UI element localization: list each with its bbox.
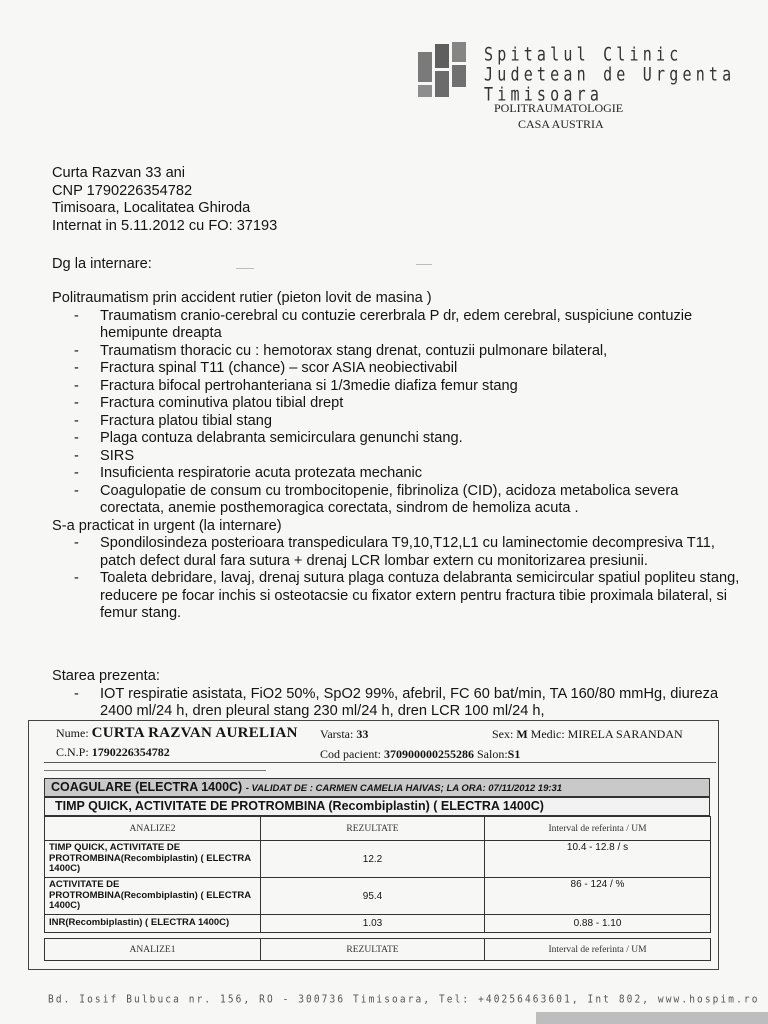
lab-reference-range: 86 - 124 / % <box>485 878 711 915</box>
lab-cnp-value: 1790226354782 <box>91 745 170 759</box>
lab-section-header <box>44 778 710 797</box>
lab-column-header: ANALIZE2 <box>45 817 261 841</box>
patient-address: Timisoara, Localitatea Ghiroda <box>52 200 251 216</box>
diagnosis-item: - Coagulopatie de consum cu trombocitopenie, fibrinoliza (CID), acidoza metabolica severa corectata, anemie posthemoragica corectata, sindrom de hemoliza acuta . <box>52 483 742 518</box>
lab-cnp-label: C.N.P: <box>56 745 89 759</box>
diagnosis-heading: Dg la internare: <box>52 256 152 272</box>
lab-medic-label: Medic: <box>530 727 565 741</box>
lab-age-label: Varsta: <box>320 727 354 741</box>
diagnosis-item: - Fractura platou tibial stang <box>52 413 742 431</box>
diagnosis-item: - Traumatism thoracic cu : hemotorax stang drenat, contuzii pulmonare bilateral, <box>52 343 742 361</box>
lab-validation-note: - VALIDAT DE : CARMEN CAMELIA HAIVAS; LA ORA: 07/11/2012 19:31 <box>245 783 563 794</box>
current-state-section <box>52 668 742 721</box>
procedure-item: - Toaleta debridare, lavaj, drenaj sutura plaga contuza delabranta semicircular spatiul popliteu stang, reducere pe focar inchis si osteotacsie cu fixator extern pentru fractura tibie proximala bilateral, si femur stang. <box>52 570 742 623</box>
lab-result-value: 1.03 <box>261 915 485 933</box>
lab-name-value: CURTA RAZVAN AURELIAN <box>91 725 298 741</box>
patient-block <box>52 165 742 235</box>
lab-name-label: Nume: <box>56 726 89 740</box>
scan-artifact <box>236 268 254 269</box>
scan-artifact <box>416 264 432 265</box>
lab-next-header-row <box>45 939 711 961</box>
hospital-name-line-2: Judetean de Urgenta <box>484 62 736 86</box>
diagnosis-item: - SIRS <box>52 448 742 466</box>
diagnosis-list <box>52 308 742 518</box>
lab-result-row <box>45 841 711 878</box>
diagnosis-intro: Politraumatism prin accident rutier (pieton lovit de masina ) <box>52 290 432 306</box>
diagnosis-item: - Fractura bifocal pertrohanteriana si 1/3medie diafiza femur stang <box>52 378 742 396</box>
current-state-heading: Starea prezenta: <box>52 668 160 684</box>
hospital-name-line-1: Spitalul Clinic <box>484 42 683 66</box>
lab-patient-header <box>44 722 716 763</box>
lab-analysis-name: TIMP QUICK, ACTIVITATE DE PROTROMBINA(Recombiplastin) ( ELECTRA 1400C) <box>45 841 261 878</box>
procedures-heading: S-a practicat in urgent (la internare) <box>52 517 282 534</box>
lab-column-header: REZULTATE <box>261 939 485 961</box>
diagnosis-item: - Fractura spinal T11 (chance) – scor ASIA neobiectivabil <box>52 360 742 378</box>
procedures-list <box>52 535 742 623</box>
lab-column-header: REZULTATE <box>261 817 485 841</box>
admission-info: Internat in 5.11.2012 cu FO: 37193 <box>52 217 278 234</box>
current-state-list <box>52 686 742 721</box>
footer-address: Bd. Iosif Bulbuca nr. 156, RO - 300736 Timisoara, Tel: +40256463601, Int 802, www.hospim.ro <box>48 993 760 1006</box>
patient-name-age: Curta Razvan 33 ani <box>52 165 186 181</box>
lab-table-header-row <box>45 817 711 841</box>
department-unit: CASA AUSTRIA <box>518 117 604 131</box>
lab-column-header: ANALIZE1 <box>45 939 261 961</box>
lab-subsection-title: TIMP QUICK, ACTIVITATE DE PROTROMBINA (Recombiplastin) ( ELECTRA 1400C) <box>44 797 710 816</box>
lab-section-title: COAGULARE (ELECTRA 1400C) <box>51 780 243 794</box>
scan-artifact <box>536 1012 768 1024</box>
diagnosis-item: - Fractura cominutiva platou tibial drept <box>52 395 742 413</box>
patient-cnp: CNP 1790226354782 <box>52 182 193 199</box>
lab-analysis-name: INR(Recombiplastin) ( ELECTRA 1400C) <box>45 915 261 933</box>
lab-results-table <box>44 816 711 933</box>
lab-result-value: 12.2 <box>261 841 485 878</box>
lab-reference-range: 0.88 - 1.10 <box>485 915 711 933</box>
lab-code-value: 370900000255286 <box>383 747 474 761</box>
lab-column-header: Interval de referinta / UM <box>485 939 711 961</box>
lab-analysis-name: ACTIVITATE DE PROTROMBINA(Recombiplastin) ( ELECTRA 1400C) <box>45 878 261 915</box>
diagnosis-item: - Insuficienta respiratorie acuta protezata mechanic <box>52 465 742 483</box>
diagnosis-item: - Plaga contuza delabranta semicirculara genunchi stang. <box>52 430 742 448</box>
lab-result-value: 95.4 <box>261 878 485 915</box>
lab-column-header: Interval de referinta / UM <box>485 817 711 841</box>
lab-tab-divider <box>44 770 266 773</box>
department-name: POLITRAUMATOLOGIE <box>494 101 624 115</box>
diagnosis-section <box>52 290 742 623</box>
lab-code-label: Cod pacient: <box>320 747 381 761</box>
procedure-item: - Spondilosindeza posterioara transpediculara T9,10,T12,L1 cu laminectomie decompresiva T11, patch defect dural fara sutura + drenaj LCR lombar extern cu monitorizarea presiunii. <box>52 535 742 570</box>
lab-result-row <box>45 915 711 933</box>
lab-reference-range: 10.4 - 12.8 / s <box>485 841 711 878</box>
lab-medic-value: MIRELA SARANDAN <box>567 727 683 741</box>
lab-age-value: 33 <box>356 727 369 741</box>
lab-sex-label: Sex: <box>492 727 514 741</box>
hospital-name-line-3: Timisoara <box>484 82 604 106</box>
lab-sex-value: M <box>516 727 528 741</box>
lab-result-row <box>45 878 711 915</box>
current-state-item: - IOT respiratie asistata, FiO2 50%, SpO2 99%, afebril, FC 60 bat/min, TA 160/80 mmHg, diureza 2400 ml/24 h, dren pleural stang 230 ml/24 h, dren LCR 100 ml/24 h, <box>52 686 742 721</box>
lab-salon-label: Salon: <box>476 747 508 761</box>
lab-salon-value: S1 <box>507 747 521 761</box>
diagnosis-item: - Traumatism cranio-cerebral cu contuzie cererbrala P dr, edem cerebral, suspiciune contuzie hemipunte dreapta <box>52 308 742 343</box>
lab-next-table <box>44 938 711 961</box>
hospital-logo-icon <box>418 42 468 100</box>
